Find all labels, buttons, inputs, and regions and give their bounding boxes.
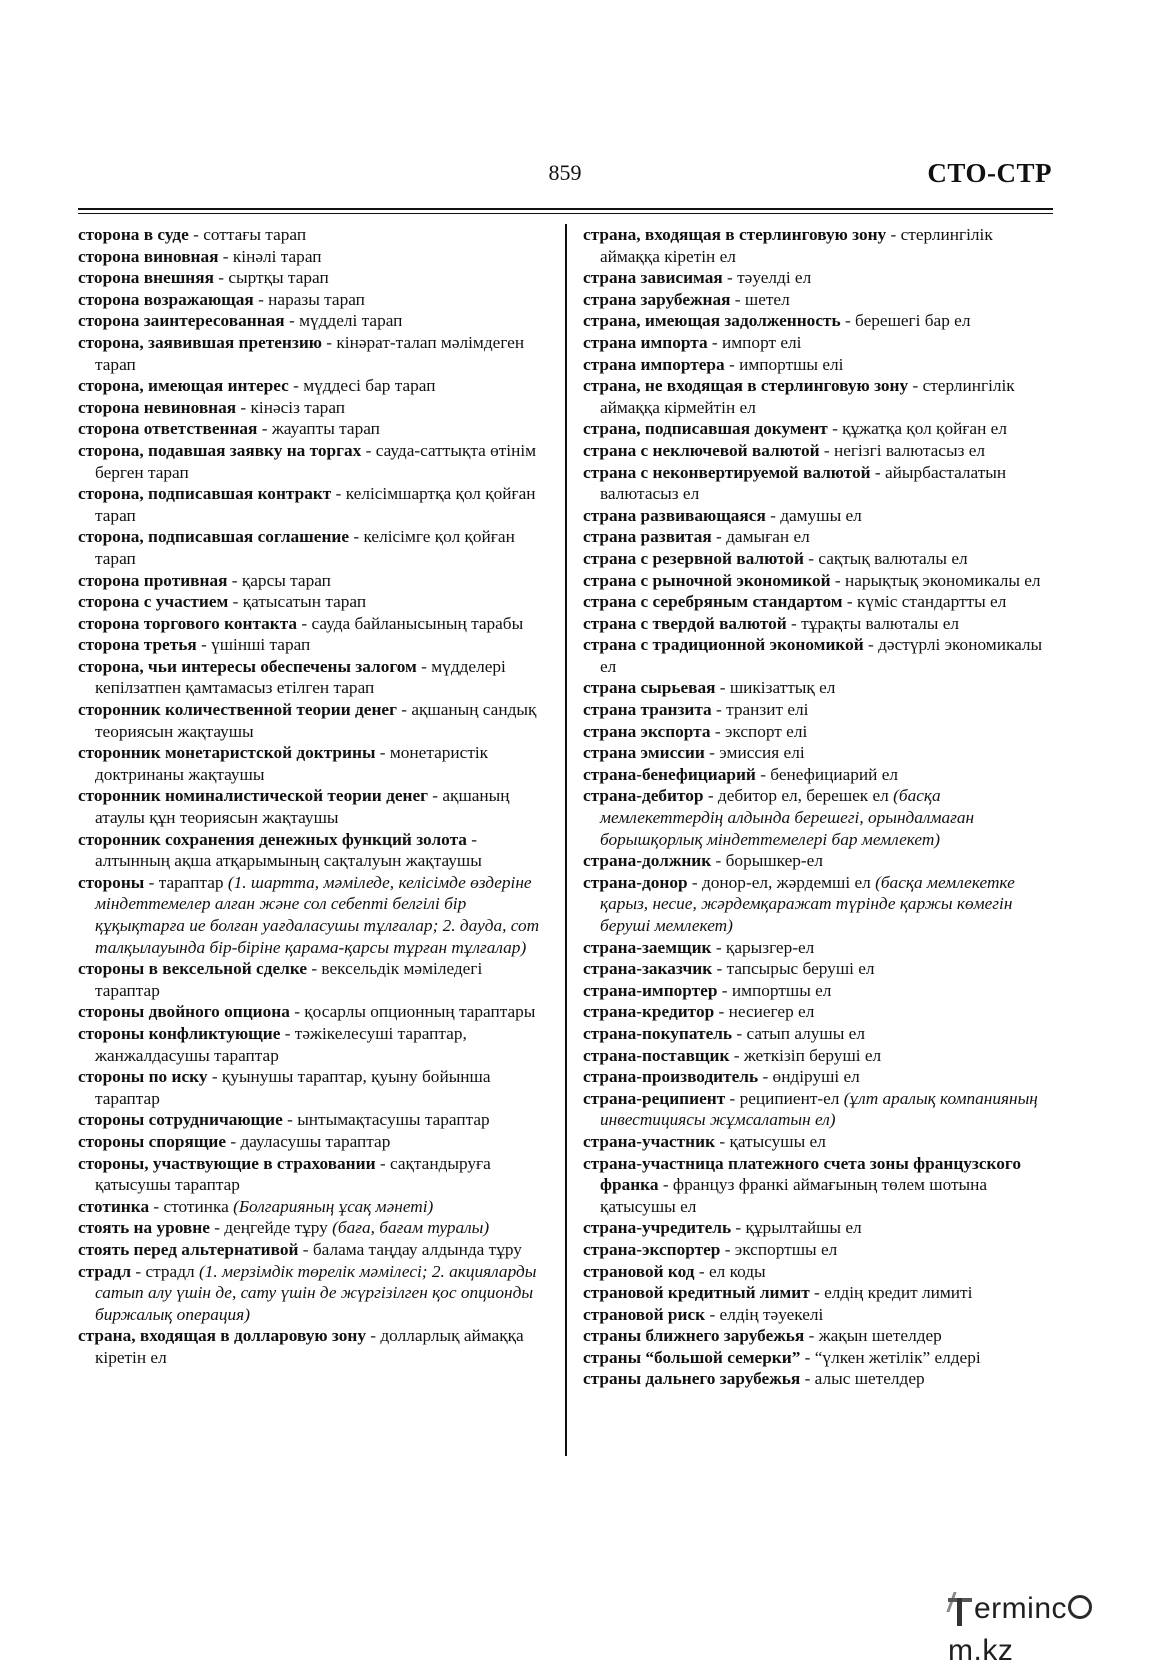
entry-term: сторона, подавшая заявку на торгах [78, 440, 362, 460]
entry-term: страна транзита [583, 700, 712, 720]
entry-definition: елдің кредит лимиті [824, 1283, 973, 1303]
dictionary-entry: страна-участница платежного счета зоны французского франка - француз франкі аймағының төлем шотына қатысушы ел [583, 1153, 1021, 1216]
entry-definition: тапсырыс беруші ел [726, 959, 875, 979]
entry-definition: реципиент-ел [739, 1088, 840, 1108]
dictionary-entry: страна-донор - донор-ел, жәрдемші ел (басқа мемлекетке қарыз, несие, жәрдемқаражат түрінде қаржы көмегін беруші мемлекет) [583, 872, 1015, 935]
entry-definition: мүдделері кепілзатпен қамтамасыз етілген тарап [95, 656, 506, 698]
entry-term: страна экспорта [583, 721, 711, 741]
entry-term: страна-производитель [583, 1067, 759, 1087]
entry-definition: сақтандыруға қатысушы тараптар [95, 1153, 491, 1195]
entry-definition: қосарлы опционның тараптары [304, 1002, 536, 1022]
dictionary-entry: страна-дебитор - дебитор ел, берешек ел (басқа мемлекеттердің алдында берешегі, орындалмаған борышқорлық міндеттемелері бар мемлекет) [583, 786, 975, 849]
dictionary-entry: страна с серебряным стандартом - күміс стандартты ел [583, 592, 1007, 612]
dictionary-entry: страна с резервной валютой - сақтық валюталы ел [583, 548, 968, 568]
entry-definition: “үлкен жетілік” елдері [814, 1347, 981, 1367]
entry-definition: келісімге қол қойған тарап [95, 527, 515, 568]
entry-definition: құжатқа қол қойған ел [842, 419, 1007, 439]
dictionary-entry: стоять на уровне - деңгейде тұру (баға, бағам туралы) [78, 1218, 490, 1238]
entry-term: страна-импортер [583, 980, 718, 1000]
dictionary-entry: сторона внешняя - сыртқы тарап [78, 268, 329, 288]
dictionary-entry: страна-реципиент - реципиент-ел (ұлт аралық компанияның инвестициясы жұмсалатын ел) [583, 1088, 1038, 1130]
entry-definition: бенефициарий ел [770, 764, 899, 784]
dictionary-entry: сторона противная - қарсы тарап [78, 570, 331, 590]
entry-definition: өндіруші ел [772, 1067, 860, 1087]
dictionary-entry: стороны, участвующие в страховании - сақтандыруға қатысушы тараптар [78, 1153, 491, 1195]
dictionary-entry: страна сырьевая - шикізаттық ел [583, 678, 836, 698]
entry-definition: сыртқы тарап [228, 268, 329, 288]
dictionary-entry: сторона виновная - кінәлі тарап [78, 246, 322, 266]
entry-term: стороны в вексельной сделке [78, 959, 308, 979]
entry-note: (басқа мемлекетке қарыз, несие, жәрдемқаражат түрінде қаржы көмегін беруші мемлекет) [600, 872, 1015, 935]
entry-term: сторонник количественной теории денег [78, 700, 397, 720]
entry-definition: тараптар [158, 872, 224, 892]
dictionary-entry: страна, не входящая в стерлинговую зону - стерлингілік аймаққа кірмейтін ел [583, 376, 1015, 417]
entry-term: страна сырьевая [583, 678, 716, 698]
entry-definition: ақшаның атаулы құн теориясын жақтаушы [95, 786, 510, 828]
dictionary-entry: сторона ответственная - жауапты тарап [78, 419, 380, 439]
dictionary-entry: стороны по иску - қуынушы тараптар, қуыну бойынша тараптар [78, 1067, 491, 1108]
entry-term: страна-поставщик [583, 1045, 730, 1065]
dictionary-entry: стороны в вексельной сделке - вексельдік мәміледегі тараптар [78, 959, 483, 1000]
entry-term: страны дальнего зарубежья [583, 1369, 801, 1389]
dictionary-entry: страна с неконвертируемой валютой - айырбасталатын валютасыз ел [583, 462, 1007, 504]
entry-definition: борышкер-ел [725, 851, 823, 871]
entry-term: страна-бенефициарий [583, 764, 756, 784]
entry-definition: тәуелді ел [737, 268, 812, 288]
dictionary-entry: страновой риск - елдің тәуекелі [583, 1304, 824, 1324]
entry-definition: кінәрат-талап мәлімдеген тарап [95, 332, 525, 374]
entry-term: страновой кредитный лимит [583, 1283, 810, 1303]
entry-note: (ұлт аралық компанияның инвестициясы жұмсалатын ел) [600, 1088, 1038, 1130]
entry-term: сторона невиновная [78, 397, 237, 417]
entry-definition: берешегі бар ел [855, 311, 971, 331]
dictionary-entry: сторона, подписавшая соглашение - келісімге қол қойған тарап [78, 527, 515, 568]
dictionary-entry: страна-покупатель - сатып алушы ел [583, 1023, 865, 1043]
entry-definition: сауда-саттықта өтінім берген тарап [95, 440, 537, 482]
site-logo [948, 1588, 1150, 1667]
dictionary-entry: сторонник количественной теории денег - ақшаның сандық теориясын жақтаушы [78, 700, 537, 741]
entry-definition: құрылтайшы ел [745, 1218, 862, 1238]
entry-term: сторона, подписавшая соглашение [78, 527, 350, 547]
entry-term: сторонник номиналистической теории денег [78, 786, 428, 806]
dictionary-entry: страна развитая - дамыған ел [583, 527, 810, 547]
dictionary-entry: страна-должник - борышкер-ел [583, 851, 823, 871]
entry-definition: экспортшы ел [734, 1239, 838, 1259]
entry-term: страна с традиционной экономикой [583, 635, 864, 655]
entry-definition: импорт елі [722, 332, 802, 352]
entry-definition: долларлық аймаққа кіретін ел [95, 1326, 524, 1367]
dictionary-entry: страна с твердой валютой - тұрақты валюталы ел [583, 613, 960, 633]
dictionary-entry: страна зарубежная - шетел [583, 289, 790, 309]
entry-term: стороны спорящие [78, 1131, 227, 1151]
entry-term: стороны [78, 872, 145, 892]
entry-definition: келісімшартқа қол қойған тарап [95, 484, 536, 525]
entry-term: страна зарубежная [583, 289, 731, 309]
dictionary-entry: страна с традиционной экономикой - дәстүрлі экономикалы ел [583, 635, 1043, 676]
entry-definition: сатып алушы ел [746, 1023, 865, 1043]
entry-term: сторона с участием [78, 592, 229, 612]
entry-definition: дамыған ел [726, 527, 810, 547]
entry-term: страна-донор [583, 872, 688, 892]
dictionary-entry: страна зависимая - тәуелді ел [583, 268, 812, 288]
entry-term: страна, входящая в стерлинговую зону [583, 225, 887, 244]
entry-term: страна-участница платежного счета зоны французского франка [583, 1153, 1021, 1195]
entry-term: страна-участник [583, 1131, 716, 1151]
entry-definition: стотинка [163, 1196, 229, 1216]
dictionary-entry: стоять перед альтернативой - балама таңдау алдында тұру [78, 1239, 522, 1259]
dictionary-entry: сторона третья - үшінші тарап [78, 635, 311, 655]
dictionary-entry: стороны конфликтующие - тәжікелесуші тараптар, жанжалдасушы тараптар [78, 1023, 467, 1065]
entry-note: (баға, бағам туралы) [332, 1218, 490, 1238]
dictionary-entry: сторона, имеющая интерес - мүддесі бар тарап [78, 376, 436, 396]
column-divider [565, 224, 567, 1456]
dictionary-entry: страна транзита - транзит елі [583, 700, 809, 720]
dictionary-entry: сторона, подавшая заявку на торгах - сауда-саттықта өтінім берген тарап [78, 440, 537, 482]
entry-term: сторонник сохранения денежных функций золота [78, 829, 467, 849]
entry-term: страна, имеющая задолженность [583, 311, 841, 331]
entry-definition: дамушы ел [780, 505, 862, 525]
header-rule-thick [78, 208, 1053, 210]
dictionary-entry: страны “большой семерки” - “үлкен жетілік” елдері [583, 1347, 981, 1367]
dictionary-entry: страна экспорта - экспорт елі [583, 721, 808, 741]
dictionary-entry: страна эмиссии - эмиссия елі [583, 743, 805, 763]
entry-term: страна-реципиент [583, 1088, 726, 1108]
entry-definition: жеткізіп беруші ел [743, 1045, 882, 1065]
entry-definition: ақшаның сандық теориясын жақтаушы [95, 700, 537, 741]
dictionary-entry: стороны спорящие - дауласушы тараптар [78, 1131, 391, 1151]
entry-term: сторона торгового контакта [78, 613, 298, 633]
entry-term: сторона, заявившая претензию [78, 332, 322, 352]
entry-note: (1. мерзімдік төрелік мәмілесі; 2. акцияларды сатып алу үшін де, сату үшін де жүргізілген қос опционды биржалық операция) [95, 1261, 537, 1324]
entry-definition: соттағы тарап [203, 225, 307, 244]
terminkom-logo-icon [948, 1592, 974, 1630]
entry-term: стороны по иску [78, 1067, 208, 1087]
header-rule-thin [78, 213, 1053, 214]
entry-definition: деңгейде тұру [224, 1218, 328, 1238]
entry-definition: қуынушы тараптар, қуыну бойынша тараптар [95, 1067, 491, 1108]
entry-definition: эмиссия елі [719, 743, 805, 763]
dictionary-entry: страновой кредитный лимит - елдің кредит лимиті [583, 1283, 973, 1303]
dictionary-entry: страна развивающаяся - дамушы ел [583, 505, 862, 525]
entry-definition: сақтық валюталы ел [818, 548, 968, 568]
entry-term: страна, не входящая в стерлинговую зону [583, 376, 909, 396]
entry-term: страна с серебряным стандартом [583, 592, 843, 612]
entry-definition: донор-ел, жәрдемші ел [701, 872, 871, 892]
entry-definition: қатысатын тарап [242, 592, 367, 612]
dictionary-entry: сторона, подписавшая контракт - келісімшартқа қол қойған тарап [78, 484, 536, 525]
entry-term: страны “большой семерки” [583, 1347, 801, 1367]
entry-term: сторона, чьи интересы обеспечены залогом [78, 656, 417, 676]
entry-term: страна-заказчик [583, 959, 713, 979]
entry-definition: қарсы тарап [241, 570, 331, 590]
entry-definition: вексельдік мәміледегі тараптар [95, 959, 483, 1000]
entry-term: сторонник монетаристской доктрины [78, 743, 376, 763]
dictionary-column-right [583, 224, 1053, 1390]
entry-definition: қарызгер-ел [725, 937, 815, 957]
entry-definition: стерлингілік аймаққа кірмейтін ел [600, 376, 1015, 417]
entry-term: страна-должник [583, 851, 712, 871]
entry-term: страна с твердой валютой [583, 613, 787, 633]
entry-term: страна развивающаяся [583, 505, 766, 525]
dictionary-entry: страна с неключевой валютой - негізгі валютасыз ел [583, 440, 986, 460]
dictionary-entry: страна-заемщик - қарызгер-ел [583, 937, 815, 957]
entry-definition: балама таңдау алдында тұру [312, 1239, 522, 1259]
entry-term: сторона заинтересованная [78, 311, 285, 331]
entry-definition: айырбасталатын валютасыз ел [600, 462, 1007, 504]
entry-note: (басқа мемлекеттердің алдында берешегі, орындалмаған борышқорлық міндеттемелері бар мемлекет) [600, 786, 975, 849]
entry-term: сторона внешняя [78, 268, 214, 288]
logo-text-part2: m.kz [948, 1634, 1014, 1667]
entry-term: сторона, имеющая интерес [78, 376, 289, 396]
entry-term: сторона ответственная [78, 419, 258, 439]
entry-term: страна эмиссии [583, 743, 705, 763]
dictionary-entry: страна, подписавшая документ - құжатқа қол қойған ел [583, 419, 1007, 439]
entry-term: страна-экспортер [583, 1239, 721, 1259]
entry-term: стороны сотрудничающие [78, 1110, 283, 1130]
entry-note: (Болгарияның ұсақ мәнеті) [233, 1196, 434, 1216]
entry-term: стороны двойного опциона [78, 1002, 290, 1022]
entry-definition: транзит елі [726, 700, 809, 720]
dictionary-entry: страна-заказчик - тапсырыс беруші ел [583, 959, 875, 979]
entry-definition: қатысушы ел [729, 1131, 826, 1151]
entry-definition: шетел [744, 289, 790, 309]
entry-definition: нарықтық экономикалы ел [844, 570, 1041, 590]
entry-term: страна-учредитель [583, 1218, 732, 1238]
dictionary-entry: страна с рыночной экономикой - нарықтық экономикалы ел [583, 570, 1041, 590]
entry-definition: жақын шетелдер [818, 1326, 942, 1346]
dictionary-entry: страна, имеющая задолженность - берешегі бар ел [583, 311, 971, 331]
dictionary-entry: сторона возражающая - наразы тарап [78, 289, 365, 309]
entry-definition: мүддесі бар тарап [303, 376, 436, 396]
dictionary-entry: страна, входящая в стерлинговую зону - стерлингілік аймаққа кіретін ел [583, 225, 993, 266]
entry-definition: наразы тарап [268, 289, 365, 309]
entry-term: страна импорта [583, 332, 708, 352]
entry-definition: алтынның ақша атқарымының сақталуын жақтаушы [95, 851, 482, 871]
entry-definition: дәстүрлі экономикалы ел [600, 635, 1043, 676]
entry-term: страна, подписавшая документ [583, 419, 828, 439]
entry-definition: кінәсіз тарап [250, 397, 346, 417]
dictionary-entry: страна, входящая в долларовую зону - долларлық аймаққа кіретін ел [78, 1326, 524, 1367]
entry-term: страна-дебитор [583, 786, 704, 806]
entry-definition: ел коды [708, 1261, 766, 1281]
dictionary-entry: страна-импортер - импортшы ел [583, 980, 832, 1000]
entry-definition: тұрақты валюталы ел [801, 613, 960, 633]
entry-definition: күміс стандартты ел [857, 592, 1007, 612]
entry-definition: жауапты тарап [271, 419, 380, 439]
entry-definition: негізгі валютасыз ел [833, 440, 986, 460]
entry-term: страна с неконвертируемой валютой [583, 462, 871, 482]
dictionary-entry: страны дальнего зарубежья - алыс шетелдер [583, 1369, 925, 1389]
entry-term: страна с неключевой валютой [583, 440, 820, 460]
dictionary-entry: страна-бенефициарий - бенефициарий ел [583, 764, 899, 784]
entry-term: сторона третья [78, 635, 197, 655]
entry-term: стоять на уровне [78, 1218, 210, 1238]
dictionary-column-left [78, 224, 548, 1368]
dictionary-entry: страна импортера - импортшы елі [583, 354, 844, 374]
dictionary-entry: сторонник монетаристской доктрины - монетаристік доктринаны жақтаушы [78, 743, 489, 784]
dictionary-entry: сторона торгового контакта - сауда байланысының тарабы [78, 613, 524, 633]
entry-definition: стерлингілік аймаққа кіретін ел [600, 225, 993, 266]
entry-definition: мүдделі тарап [299, 311, 403, 331]
dictionary-entry: страна-экспортер - экспортшы ел [583, 1239, 838, 1259]
dictionary-entry: сторона, заявившая претензию - кінәрат-талап мәлімдеген тарап [78, 332, 525, 374]
dictionary-entry: страна-кредитор - несиегер ел [583, 1002, 815, 1022]
dictionary-entry: стороны - тараптар (1. шартта, мәміледе, келісімде өздеріне міндеттемелер алған және сол себепті белгілі бір құқықтарға ие болған уағдаласушы тұлғалар; 2. дауда, сот талқылауында бір-біріне қарама-қарсы тұрған тұлғалар) [78, 872, 540, 957]
dictionary-entry: страна-учредитель - құрылтайшы ел [583, 1218, 862, 1238]
entry-term: страна-заемщик [583, 937, 712, 957]
entry-note: (1. шартта, мәміледе, келісімде өздеріне міндеттемелер алған және сол себепті белгілі бір құқықтарға ие болған уағдаласушы тұлғалар; 2. дауда, сот талқылауында бір-біріне қарама-қарсы тұрған тұлғалар) [95, 872, 540, 957]
dictionary-entry: страновой код - ел коды [583, 1261, 766, 1281]
entry-definition: шикізаттық ел [729, 678, 836, 698]
entry-term: страна развитая [583, 527, 712, 547]
entry-term: страны ближнего зарубежья [583, 1326, 805, 1346]
entry-term: сторона, подписавшая контракт [78, 484, 332, 504]
entry-definition: импортшы елі [739, 354, 844, 374]
entry-definition: елдің тәуекелі [719, 1304, 824, 1324]
entry-term: страна-кредитор [583, 1002, 715, 1022]
entry-term: стоять перед альтернативой [78, 1239, 299, 1259]
entry-definition: монетаристік доктринаны жақтаушы [95, 743, 489, 784]
entry-term: страдл [78, 1261, 132, 1281]
dictionary-entry: страна-производитель - өндіруші ел [583, 1067, 860, 1087]
dictionary-entry: страдл - страдл (1. мерзімдік төрелік мәмілесі; 2. акцияларды сатып алу үшін де, сату үшін де жүргізілген қос опционды биржалық операция) [78, 1261, 537, 1324]
entry-term: страна импортера [583, 354, 725, 374]
entry-definition: француз франкі аймағының төлем шотына қатысушы ел [600, 1175, 988, 1216]
entry-definition: ынтымақтасушы тараптар [297, 1110, 490, 1130]
entry-term: стотинка [78, 1196, 150, 1216]
page-number: 859 [548, 160, 582, 185]
entry-term: страновой код [583, 1261, 695, 1281]
entry-term: стороны конфликтующие [78, 1023, 281, 1043]
logo-o-ring [1068, 1595, 1092, 1619]
dictionary-entry: стотинка - стотинка (Болгарияның ұсақ мәнеті) [78, 1196, 434, 1216]
entry-definition: кінәлі тарап [232, 246, 322, 266]
entry-term: сторона в суде [78, 225, 189, 244]
entry-definition: тәжікелесуші тараптар, жанжалдасушы тараптар [95, 1023, 467, 1065]
dictionary-entry: сторона заинтересованная - мүдделі тарап [78, 311, 403, 331]
entry-term: страна-покупатель [583, 1023, 733, 1043]
dictionary-entry: стороны двойного опциона - қосарлы опционның тараптары [78, 1002, 536, 1022]
dictionary-entry: страна-участник - қатысушы ел [583, 1131, 826, 1151]
running-head: СТО-СТР [927, 158, 1052, 188]
dictionary-entry: страны ближнего зарубежья - жақын шетелдер [583, 1326, 942, 1346]
entry-definition: импортшы ел [731, 980, 832, 1000]
logo-text-part1: erminc [974, 1592, 1068, 1625]
entry-definition: алыс шетелдер [814, 1369, 925, 1389]
dictionary-entry: страна-поставщик - жеткізіп беруші ел [583, 1045, 882, 1065]
dictionary-entry: сторона невиновная - кінәсіз тарап [78, 397, 346, 417]
entry-definition: несиегер ел [728, 1002, 815, 1022]
entry-definition: дауласушы тараптар [240, 1131, 391, 1151]
entry-definition: үшінші тарап [211, 635, 311, 655]
entry-term: стороны, участвующие в страховании [78, 1153, 376, 1173]
dictionary-entry: сторона, чьи интересы обеспечены залогом - мүдделері кепілзатпен қамтамасыз етілген тарап [78, 656, 506, 698]
dictionary-entry: сторонник номиналистической теории денег - ақшаның атаулы құн теориясын жақтаушы [78, 786, 510, 828]
entry-definition: страдл [145, 1261, 195, 1281]
entry-term: страна зависимая [583, 268, 723, 288]
dictionary-entry: сторонник сохранения денежных функций золота - алтынның ақша атқарымының сақталуын жақтаушы [78, 829, 482, 871]
dictionary-entry: стороны сотрудничающие - ынтымақтасушы тараптар [78, 1110, 490, 1130]
dictionary-entry: сторона с участием - қатысатын тарап [78, 592, 367, 612]
dictionary-entry: сторона в суде - соттағы тарап [78, 225, 307, 244]
entry-term: сторона виновная [78, 246, 219, 266]
dictionary-entry: страна импорта - импорт елі [583, 332, 802, 352]
entry-term: страновой риск [583, 1304, 706, 1324]
entry-definition: экспорт елі [724, 721, 808, 741]
entry-definition: дебитор ел, берешек ел [717, 786, 889, 806]
entry-definition: сауда байланысының тарабы [311, 613, 524, 633]
entry-term: сторона противная [78, 570, 228, 590]
entry-term: сторона возражающая [78, 289, 254, 309]
entry-term: страна, входящая в долларовую зону [78, 1326, 366, 1346]
entry-term: страна с рыночной экономикой [583, 570, 831, 590]
entry-term: страна с резервной валютой [583, 548, 804, 568]
